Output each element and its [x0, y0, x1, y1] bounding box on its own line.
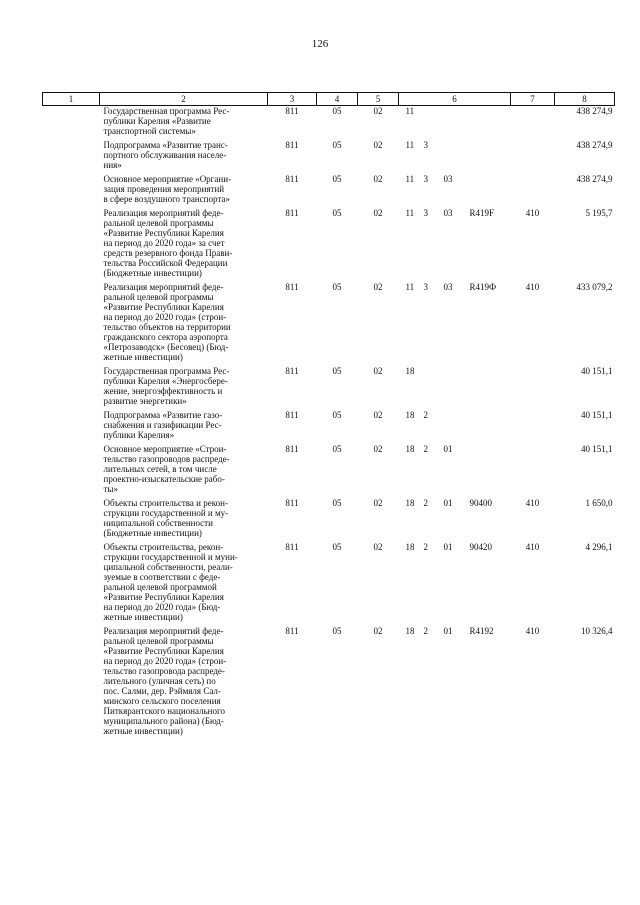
cell-code-7 [511, 444, 555, 498]
code-6-p3: 01 [443, 444, 453, 454]
header-col-3: 3 [268, 93, 317, 106]
cell-code-3: 811 [285, 498, 299, 508]
row-name-line: жетные инвестиции) [103, 726, 183, 736]
cell-code-3: 811 [285, 410, 299, 420]
cell-amount: 5 195,7 [585, 208, 613, 218]
row-name-line: (Бюджетные инвестиции) [103, 528, 202, 538]
cell-code-4: 05 [332, 366, 342, 376]
cell-code-4: 05 [332, 444, 342, 454]
row-name-line: Объекты строительства, рекон- [103, 542, 224, 552]
cell-amount: 438 274,9 [576, 174, 613, 184]
row-name-line: на период до 2020 года» (строи- [103, 656, 227, 666]
cell-code-4: 05 [332, 208, 342, 218]
row-name-line: публики Карелия» [103, 430, 175, 440]
table-header-row [43, 93, 615, 106]
code-6-p2: 3 [423, 208, 428, 218]
code-6-parts [406, 106, 511, 116]
row-name-line: пос. Салми, дер. Рэймяля Сал- [103, 686, 221, 696]
cell-code-3: 811 [285, 444, 299, 454]
cell-code-5: 02 [373, 410, 383, 420]
row-name-line: тельство газопроводов распреде- [103, 454, 230, 464]
cell-col-1 [43, 366, 100, 410]
cell-code-7 [511, 140, 555, 174]
row-name [100, 208, 268, 282]
row-name-line: минского сельского поселения [103, 696, 221, 706]
cell-code-4: 05 [332, 106, 342, 116]
header-col-1: 1 [43, 93, 100, 106]
row-name-line: ния» [103, 160, 122, 170]
row-name-line: снабжения и газификации Рес- [103, 420, 222, 430]
table-row [43, 140, 615, 174]
code-6-p2: 2 [423, 542, 428, 552]
cell-code-5: 02 [373, 498, 383, 508]
cell-col-1 [43, 174, 100, 208]
code-6-parts [406, 444, 511, 454]
cell-code-3: 811 [285, 626, 299, 636]
cell-code-7: 410 [525, 282, 540, 292]
cell-code-4: 05 [332, 282, 342, 292]
row-name-line: ральной целевой программы [103, 292, 214, 302]
row-name [100, 498, 268, 542]
row-name-line: проектно-изыскательские рабо- [103, 474, 225, 484]
cell-code-7: 410 [525, 498, 540, 508]
cell-amount: 438 274,9 [576, 106, 613, 116]
row-name-line: Государственная программа Рес- [103, 106, 230, 116]
cell-code-5: 02 [373, 140, 383, 150]
table-row [43, 366, 615, 410]
row-name [100, 174, 268, 208]
cell-code-7: 410 [525, 626, 540, 636]
code-6-p2: 3 [423, 140, 428, 150]
cell-code-4: 05 [332, 626, 342, 636]
cell-code-5: 02 [373, 626, 383, 636]
header-col-2: 2 [100, 93, 268, 106]
row-name-line: на период до 2020 года» за счет [103, 238, 225, 248]
row-name [100, 444, 268, 498]
code-6-p2: 3 [423, 282, 428, 292]
row-name-line: жетные инвестиции) [103, 352, 183, 362]
cell-code-6 [399, 542, 511, 626]
code-6-p1: 18 [405, 410, 415, 420]
cell-code-5: 02 [373, 174, 383, 184]
code-6-p4: R4192 [469, 626, 494, 636]
cell-code-4: 05 [332, 174, 342, 184]
cell-code-5: 02 [373, 366, 383, 376]
row-name-line: публики Карелия «Энергосбере- [103, 376, 228, 386]
cell-code-6 [399, 410, 511, 444]
budget-table [42, 92, 615, 740]
code-6-p3: 01 [443, 626, 453, 636]
cell-code-7 [511, 366, 555, 410]
cell-code-3: 811 [285, 366, 299, 376]
cell-code-5: 02 [373, 542, 383, 552]
cell-code-7: 410 [525, 542, 540, 552]
row-name-line: «Развитие Республики Карелия [103, 302, 224, 312]
table-row [43, 208, 615, 282]
cell-amount: 40 151,1 [581, 410, 613, 420]
row-name-line: тельства Российской Федерации [103, 258, 228, 268]
row-name-line: транспортной системы» [103, 126, 196, 136]
code-6-p2: 2 [423, 498, 428, 508]
row-name-line: ральной целевой программой [103, 582, 217, 592]
cell-col-1 [43, 140, 100, 174]
cell-code-5: 02 [373, 444, 383, 454]
cell-col-1 [43, 106, 100, 141]
code-6-parts [406, 542, 511, 552]
cell-code-7 [511, 106, 555, 141]
row-name-line: средств резервного фонда Прави- [103, 248, 233, 258]
cell-code-3: 811 [285, 282, 299, 292]
code-6-p3: 01 [443, 542, 453, 552]
code-6-parts [406, 208, 511, 218]
row-name-line: Питкярантского национального [103, 706, 225, 716]
cell-code-3: 811 [285, 106, 299, 116]
code-6-p4: R419F [469, 208, 495, 218]
cell-col-1 [43, 626, 100, 740]
code-6-p3: 03 [443, 174, 453, 184]
code-6-p4: 90400 [469, 498, 492, 508]
cell-code-5: 02 [373, 106, 383, 116]
row-name-line: тельство газопровода распреде- [103, 666, 225, 676]
cell-code-5: 02 [373, 282, 383, 292]
code-6-p2: 2 [423, 444, 428, 454]
code-6-p1: 11 [405, 282, 415, 292]
row-name-line: «Развитие Республики Карелия [103, 228, 224, 238]
row-name-line: в сфере воздушного транспорта» [103, 194, 230, 204]
row-name-line: «Развитие Республики Карелия [103, 592, 224, 602]
code-6-parts [406, 282, 511, 292]
cell-code-6 [399, 498, 511, 542]
row-name-line: ниципальной собственности [103, 518, 213, 528]
cell-amount: 40 151,1 [581, 366, 613, 376]
row-name-line: гражданского сектора аэропорта [103, 332, 228, 342]
table-row [43, 626, 615, 740]
row-name-line: портного обслуживания населе- [103, 150, 227, 160]
cell-code-5: 02 [373, 208, 383, 218]
row-name-line: лительного (уличная сеть) по [103, 676, 216, 686]
code-6-parts [406, 366, 511, 376]
row-name [100, 542, 268, 626]
code-6-p3: 03 [443, 208, 453, 218]
row-name-line: Реализация мероприятий феде- [103, 208, 224, 218]
header-col-4: 4 [317, 93, 358, 106]
cell-amount: 4 296,1 [585, 542, 613, 552]
cell-code-6 [399, 626, 511, 740]
row-name [100, 140, 268, 174]
row-name-line: на период до 2020 года» (Бюд- [103, 602, 221, 612]
cell-code-7 [511, 410, 555, 444]
row-name-line: зация проведения мероприятий [103, 184, 225, 194]
code-6-p2: 3 [423, 174, 428, 184]
code-6-p1: 18 [405, 542, 415, 552]
row-name-line: (Бюджетные инвестиции) [103, 268, 202, 278]
cell-amount: 10 326,4 [581, 626, 613, 636]
code-6-p1: 18 [405, 366, 415, 376]
cell-code-6 [399, 444, 511, 498]
code-6-p1: 11 [405, 140, 415, 150]
row-name-line: жетные инвестиции) [103, 612, 183, 622]
row-name-line: развитие энергетики» [103, 396, 187, 406]
row-name-line: струкции государственной и муни- [103, 552, 238, 562]
cell-code-7: 410 [525, 208, 540, 218]
code-6-p1: 11 [405, 174, 415, 184]
table-row [43, 174, 615, 208]
cell-amount: 438 274,9 [576, 140, 613, 150]
cell-code-4: 05 [332, 498, 342, 508]
row-name-line: ральной целевой программы [103, 218, 214, 228]
header-col-7: 7 [511, 93, 555, 106]
cell-code-4: 05 [332, 542, 342, 552]
row-name-line: Подпрограмма «Развитие транс- [103, 140, 228, 150]
cell-col-1 [43, 542, 100, 626]
row-name-line: муниципального района) (Бюд- [103, 716, 224, 726]
row-name [100, 282, 268, 366]
cell-amount: 1 650,0 [585, 498, 613, 508]
row-name-line: тельство объектов на территории [103, 322, 231, 332]
cell-code-4: 05 [332, 410, 342, 420]
table-row [43, 444, 615, 498]
row-name [100, 366, 268, 410]
row-name-line: Объекты строительства и рекон- [103, 498, 228, 508]
header-col-5: 5 [358, 93, 399, 106]
code-6-parts [406, 140, 511, 150]
row-name-line: Основное мероприятие «Органи- [103, 174, 232, 184]
row-name [100, 410, 268, 444]
row-name-line: ральной целевой программы [103, 636, 214, 646]
cell-code-3: 811 [285, 140, 299, 150]
code-6-p1: 11 [405, 106, 415, 116]
code-6-p3: 03 [443, 282, 453, 292]
code-6-parts [406, 626, 511, 636]
code-6-p1: 18 [405, 444, 415, 454]
table-row [43, 542, 615, 626]
cell-code-6 [399, 366, 511, 410]
header-col-6: 6 [399, 93, 511, 106]
cell-col-1 [43, 444, 100, 498]
row-name-line: Реализация мероприятий феде- [103, 626, 224, 636]
row-name-line: «Развитие Республики Карелия [103, 646, 224, 656]
row-name-line: публики Карелия «Развитие [103, 116, 211, 126]
cell-col-1 [43, 208, 100, 282]
code-6-p2: 2 [423, 626, 428, 636]
row-name-line: Реализация мероприятий феде- [103, 282, 224, 292]
row-name-line: Государственная программа Рес- [103, 366, 230, 376]
cell-code-6 [399, 140, 511, 174]
code-6-parts [406, 174, 511, 184]
code-6-p4: R419Ф [469, 282, 497, 292]
row-name-line: Основное мероприятие «Строи- [103, 444, 227, 454]
row-name-line: Подпрограмма «Развитие газо- [103, 410, 223, 420]
code-6-p1: 18 [405, 626, 415, 636]
table-body [43, 106, 615, 741]
row-name-line: струкции государственной и му- [103, 508, 229, 518]
cell-code-6 [399, 208, 511, 282]
code-6-p2: 2 [423, 410, 428, 420]
cell-code-3: 811 [285, 174, 299, 184]
code-6-p1: 11 [405, 208, 415, 218]
cell-col-1 [43, 410, 100, 444]
row-name [100, 626, 268, 740]
cell-code-4: 05 [332, 140, 342, 150]
table-row [43, 106, 615, 141]
row-name-line: на период до 2020 года» (строи- [103, 312, 227, 322]
header-col-8: 8 [555, 93, 615, 106]
row-name-line: «Петрозаводск» (Бесовец) (Бюд- [103, 342, 229, 352]
code-6-p3: 01 [443, 498, 453, 508]
cell-code-6 [399, 106, 511, 141]
row-name-line: лительных сетей, в том числе [103, 464, 217, 474]
code-6-parts [406, 498, 511, 508]
cell-code-6 [399, 174, 511, 208]
row-name-line: жение, энергоэффективность и [103, 386, 223, 396]
code-6-p4: 90420 [469, 542, 492, 552]
row-name-line: ты» [103, 484, 118, 494]
code-6-p1: 18 [405, 498, 415, 508]
cell-code-3: 811 [285, 208, 299, 218]
cell-code-6 [399, 282, 511, 366]
cell-code-3: 811 [285, 542, 299, 552]
cell-col-1 [43, 282, 100, 366]
cell-amount: 433 079,2 [576, 282, 613, 292]
table-row [43, 498, 615, 542]
budget-table-container [42, 92, 614, 740]
table-row [43, 282, 615, 366]
cell-code-7 [511, 174, 555, 208]
row-name-line: ципальной собственности, реали- [103, 562, 233, 572]
row-name-line: зуемые в соответствии с феде- [103, 572, 221, 582]
cell-amount: 40 151,1 [581, 444, 613, 454]
cell-col-1 [43, 498, 100, 542]
row-name [100, 106, 268, 141]
page-number: 126 [311, 38, 329, 50]
code-6-parts [406, 410, 511, 420]
table-row [43, 410, 615, 444]
